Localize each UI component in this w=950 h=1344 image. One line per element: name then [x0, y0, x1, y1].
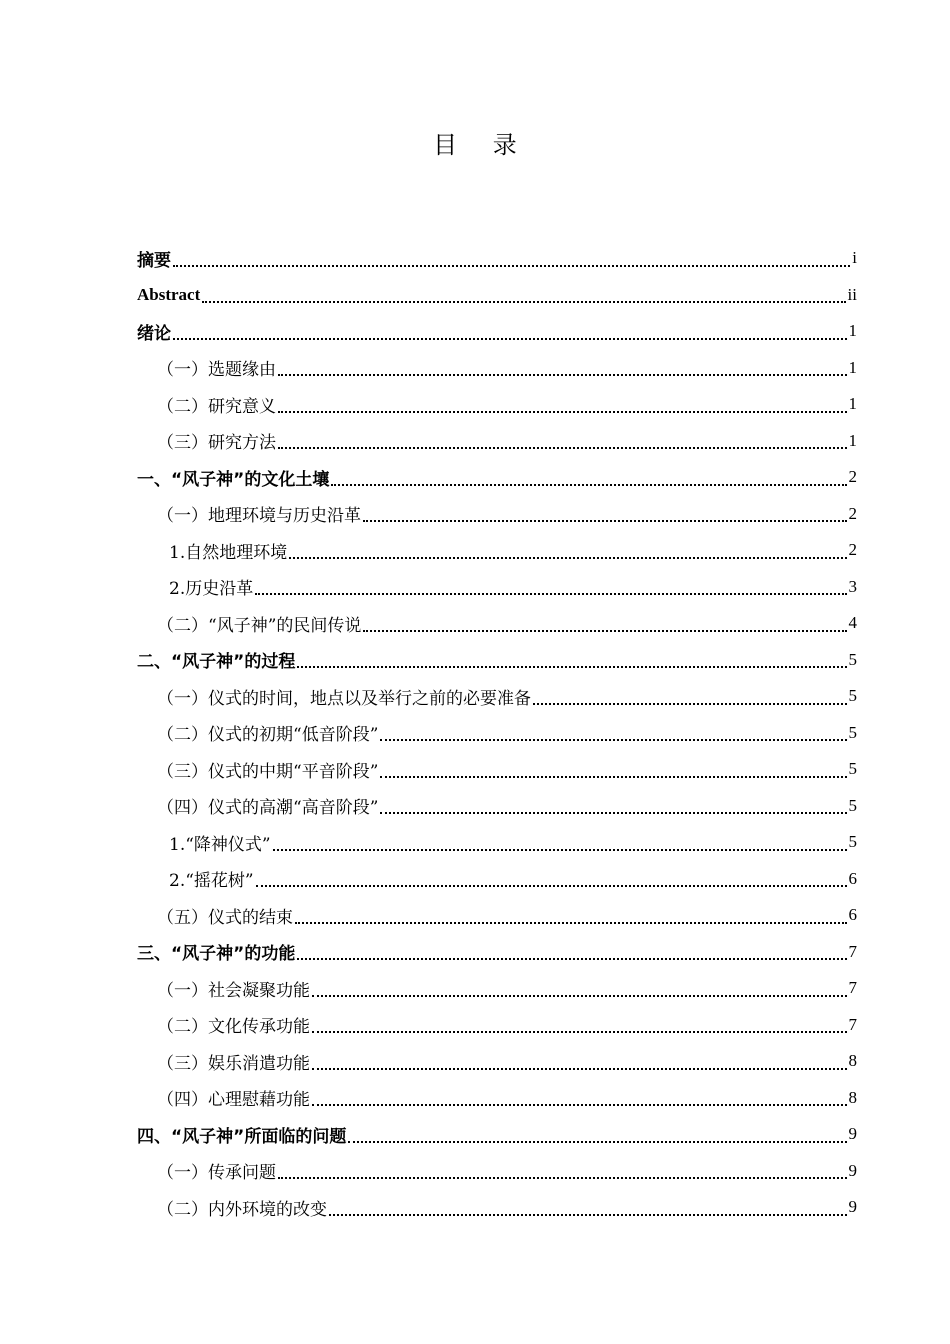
toc-page-number: 1 [848, 321, 857, 341]
toc-entry-title: 一、“风子神”的文化土壤 [137, 469, 330, 490]
toc-entry[interactable] [137, 1116, 857, 1153]
dot-leader [331, 484, 846, 486]
dot-leader [380, 812, 846, 814]
dot-leader [297, 666, 846, 668]
toc-entry[interactable] [137, 678, 857, 715]
toc-entry[interactable] [137, 970, 857, 1007]
toc-entry[interactable] [137, 240, 857, 277]
toc-entry[interactable] [137, 277, 857, 314]
toc-entry-title: （一）传承问题 [157, 1163, 276, 1184]
toc-entry[interactable] [137, 1007, 857, 1044]
dot-leader [278, 447, 847, 449]
dot-leader [312, 1104, 847, 1106]
toc-entry[interactable] [137, 715, 857, 752]
toc-entry-title: （四）心理慰藉功能 [157, 1090, 310, 1111]
toc-entry-title: 三、“风子神”的功能 [137, 944, 296, 965]
toc-entry-title: 四、“风子神”所面临的问题 [137, 1126, 347, 1147]
toc-page-number: 8 [848, 1087, 857, 1107]
toc-entry-title: Abstract [137, 284, 201, 304]
toc-page-number: ii [847, 284, 857, 304]
toc-page-number: 6 [848, 905, 857, 925]
toc-entry-title: （一）仪式的时间，地点以及举行之前的必要准备 [157, 688, 531, 709]
toc-page-number: 5 [848, 649, 857, 669]
toc-page-number: i [852, 248, 857, 268]
toc-page-number: 2 [848, 503, 857, 523]
toc-entry[interactable] [137, 861, 857, 898]
dot-leader [348, 1141, 846, 1143]
toc-entry[interactable] [137, 350, 857, 387]
toc-entry-title: 二、“风子神”的过程 [137, 652, 296, 673]
toc-entry-title: （二）文化传承功能 [157, 1017, 310, 1038]
toc-entry[interactable] [137, 934, 857, 971]
toc-page-number: 5 [848, 722, 857, 742]
dot-leader [278, 374, 847, 376]
dot-leader [202, 301, 845, 303]
toc-page-number: 1 [848, 357, 857, 377]
toc-entry-title: （二）研究意义 [157, 396, 276, 417]
toc-entry[interactable] [137, 313, 857, 350]
dot-leader [363, 630, 846, 632]
dot-leader [278, 1177, 847, 1179]
toc-page-number: 8 [848, 1051, 857, 1071]
toc-entry-title: 1.自然地理环境 [169, 542, 288, 563]
toc-page-number: 9 [848, 1124, 857, 1144]
toc-entry-title: （四）仪式的高潮“高音阶段” [157, 798, 379, 819]
toc-entry[interactable] [137, 605, 857, 642]
toc-entry[interactable] [137, 1189, 857, 1226]
toc-page-number: 7 [848, 1014, 857, 1034]
toc-entry-title: （一）选题缘由 [157, 360, 276, 381]
toc-page-number: 5 [848, 686, 857, 706]
dot-leader [297, 958, 846, 960]
toc-entry-title: 摘要 [137, 250, 171, 271]
toc-page-number: 9 [848, 1160, 857, 1180]
toc-entry-title: （五）仪式的结束 [157, 907, 293, 928]
toc-entry-title: 2.历史沿革 [169, 579, 254, 600]
dot-leader [278, 411, 847, 413]
toc-page-number: 9 [848, 1197, 857, 1217]
toc-page-number: 3 [848, 576, 857, 596]
dot-leader [173, 265, 850, 267]
toc-entry[interactable] [137, 788, 857, 825]
toc-entry[interactable] [137, 1153, 857, 1190]
dot-leader [273, 849, 847, 851]
dot-leader [329, 1214, 847, 1216]
dot-leader [255, 593, 846, 595]
toc-entry-title: （三）仪式的中期“平音阶段” [157, 761, 379, 782]
toc-entry[interactable] [137, 459, 857, 496]
toc-entry[interactable] [137, 569, 857, 606]
toc-entry[interactable] [137, 897, 857, 934]
toc-entry[interactable] [137, 1080, 857, 1117]
toc-page-number: 2 [848, 540, 857, 560]
toc-page-number: 7 [848, 978, 857, 998]
toc-page-number: 7 [848, 941, 857, 961]
dot-leader [173, 338, 847, 340]
dot-leader [380, 739, 846, 741]
toc-title: 目 录 [433, 131, 531, 159]
dot-leader [256, 885, 847, 887]
toc-page-number: 1 [848, 430, 857, 450]
toc-entry[interactable] [137, 496, 857, 533]
toc-entry[interactable] [137, 386, 857, 423]
toc-entry-title: （三）研究方法 [157, 433, 276, 454]
toc-page-number: 1 [848, 394, 857, 414]
dot-leader [312, 1031, 847, 1033]
toc-page-number: 4 [848, 613, 857, 633]
toc-entry[interactable] [137, 423, 857, 460]
toc-entry[interactable] [137, 642, 857, 679]
toc-entry-title: 1.“降神仪式” [169, 834, 271, 855]
toc-page-number: 5 [848, 759, 857, 779]
toc-entry-title: （三）娱乐消遣功能 [157, 1053, 310, 1074]
table-of-contents [137, 240, 857, 1226]
toc-entry[interactable] [137, 1043, 857, 1080]
dot-leader [289, 557, 846, 559]
dot-leader [380, 776, 846, 778]
dot-leader [363, 520, 847, 522]
toc-page-number: 5 [848, 795, 857, 815]
toc-entry-title: （一）社会凝聚功能 [157, 980, 310, 1001]
toc-page-number: 6 [848, 868, 857, 888]
toc-entry-title: （一）地理环境与历史沿革 [157, 506, 361, 527]
toc-entry[interactable] [137, 532, 857, 569]
dot-leader [295, 922, 847, 924]
toc-entry-title: （二）内外环境的改变 [157, 1199, 327, 1220]
toc-page-number: 2 [848, 467, 857, 487]
toc-entry[interactable] [137, 751, 857, 788]
dot-leader [312, 1068, 847, 1070]
dot-leader [533, 703, 847, 705]
dot-leader [312, 995, 847, 997]
toc-entry-title: （二）“风子神”的民间传说 [157, 615, 362, 636]
toc-entry-title: 绪论 [137, 323, 171, 344]
toc-page-number: 5 [848, 832, 857, 852]
toc-entry-title: （二）仪式的初期“低音阶段” [157, 725, 379, 746]
toc-entry-title: 2.“摇花树” [169, 871, 254, 892]
toc-entry[interactable] [137, 824, 857, 861]
